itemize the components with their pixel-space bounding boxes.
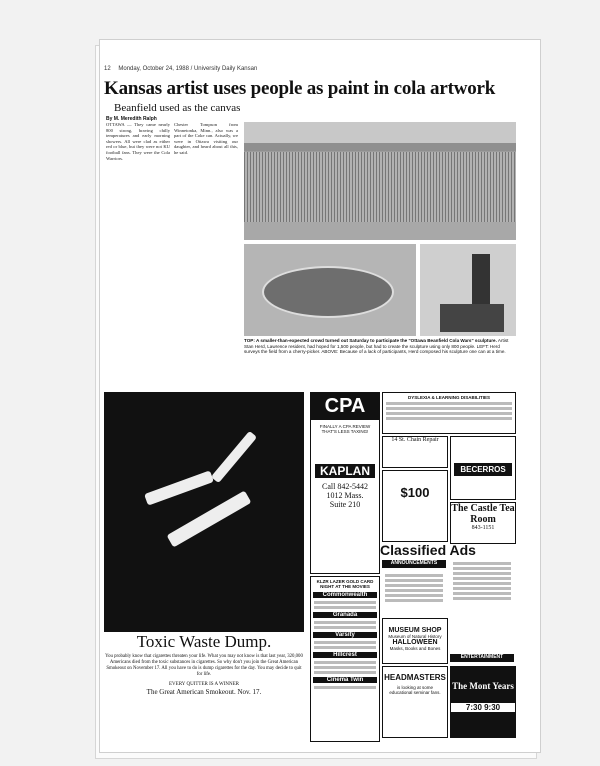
classified-listings-right [450,560,514,602]
dyslexia-ad [382,392,516,434]
theater-commonwealth: Commonwealth [313,592,377,598]
theater-hillcrest: Hillcrest [313,652,377,658]
theater-varsity: Varsity [313,632,377,638]
cpa-banner: CPA [311,393,379,420]
movie-listings-ad [310,576,380,742]
crowd-texture [244,152,516,222]
cpa-text: FINALLY A CPA REVIEW THAT'S LESS TAXING! [319,424,371,434]
byline: By M. Meredith Ralph [106,116,157,122]
caption-text: Artist Stan Herd, Lawrence resident, had hoped for 1,500 people, but had to create the sculpture using only 800 people. LEFT: Herd surveys the field from a cherry-picker. ABOVE: Because of a lack of participants, Herd composed his sculpture one can at a time. [244,338,509,354]
tanning-ad [382,470,448,542]
castle-name: The Castle Tea Room [451,503,515,525]
entertainment-bar: ENTERTAINMENT [450,654,514,662]
smokeout-ad-text [104,632,304,696]
kaplan-logo: KAPLAN [315,464,375,478]
classified-listings-left [382,572,446,604]
becerros-name: BECERROS [454,463,512,476]
newspaper-page [104,52,528,742]
crowd-photo [244,122,516,240]
subhead: Beanfield used as the canvas [114,102,241,114]
article-column-1: OTTAWA — They came nearly 800 strong, braving chilly temperatures and early morning showers. All were clad as either red or blue, but they were not KU football fans. They were the Cola Warriors. [106,122,170,161]
tanning-price: $100 [400,485,430,500]
theater-cinema-twin: Cinema Twin [313,677,377,683]
classified-title: Classified Ads [380,542,476,558]
smokeout-body: You probably know that cigarettes threaten your life. What you may not know is that last year, 320,000 Americans died from the toxic substances in cigarettes. So why don't you join the Great American Smokeout on November 17. All you have to do is dump cigarettes for the day. You may decide to quit for life. [105,654,303,677]
dyslexia-title: DYSLEXIA & LEARNING DISABILITIES [407,395,491,400]
headmasters-title: HEADMASTERS [384,673,446,682]
smokeout-ad-image [104,392,304,632]
headmasters-text: is looking at some educational seminar fans. [389,685,441,695]
theater-granada: Granada [313,612,377,618]
cherry-picker [440,304,504,332]
page-number: 12 [104,66,111,72]
cigarette-2 [144,470,214,505]
movie-promo: KLZR LAZER GOLD CARD NIGHT AT THE MOVIES [316,579,374,589]
cigarette-3 [211,431,257,483]
show-times: 7:30 9:30 [451,703,515,712]
smokeout-event: The Great American Smokeout. Nov. 17. [146,688,262,696]
chain-repair-ad: 14 St. Chain Repair [382,436,448,468]
mont-years-title: The Mont Years [452,681,514,691]
kaplan-address-2: Suite 210 [329,500,361,509]
photo-caption [244,338,514,355]
headmasters-ad [382,666,448,738]
castle-phone: 843-1151 [471,525,495,531]
cigarette-1 [167,490,252,547]
artist-photo [420,244,516,336]
article-column-2: Chester Tompson from Winnetonka, Minn., also was a part of the Coke can. Actually, we were in Ottawa visiting our daughter, and heard about all this, he said. [174,122,238,155]
halloween-title: HALLOWEEN [392,639,438,646]
smokeout-tagline: EVERY QUITTER IS A WINNER [169,682,239,687]
kaplan-address-1: 1012 Mass. [326,491,364,500]
caption-lead: TOP: A smaller-than-expected crowd turned out Saturday to participate the "Ottawa Beanfield Cola Wars" sculpture. [244,338,497,343]
mont-years-ad [450,666,516,738]
announcements-bar: ANNOUNCEMENTS [382,560,446,568]
halloween-subtitle: Masks, Books and Bones [389,646,441,651]
museum-title: MUSEUM SHOP [388,627,442,634]
page-header [104,66,528,72]
castle-tea-room-ad [450,502,516,544]
museum-subtitle: Museum of Natural History [388,634,442,639]
kaplan-ad [310,392,380,574]
cola-can-figure [262,266,394,318]
museum-shop-ad [382,618,448,664]
beanfield-aerial-photo [244,244,416,336]
kaplan-phone: Call 842-5442 [322,482,368,491]
headline: Kansas artist uses people as paint in cola artwork [104,78,496,99]
smokeout-headline: Toxic Waste Dump. [136,632,272,651]
becerros-ad [450,436,516,500]
date-line: Monday, October 24, 1988 / University Daily Kansan [118,66,258,72]
